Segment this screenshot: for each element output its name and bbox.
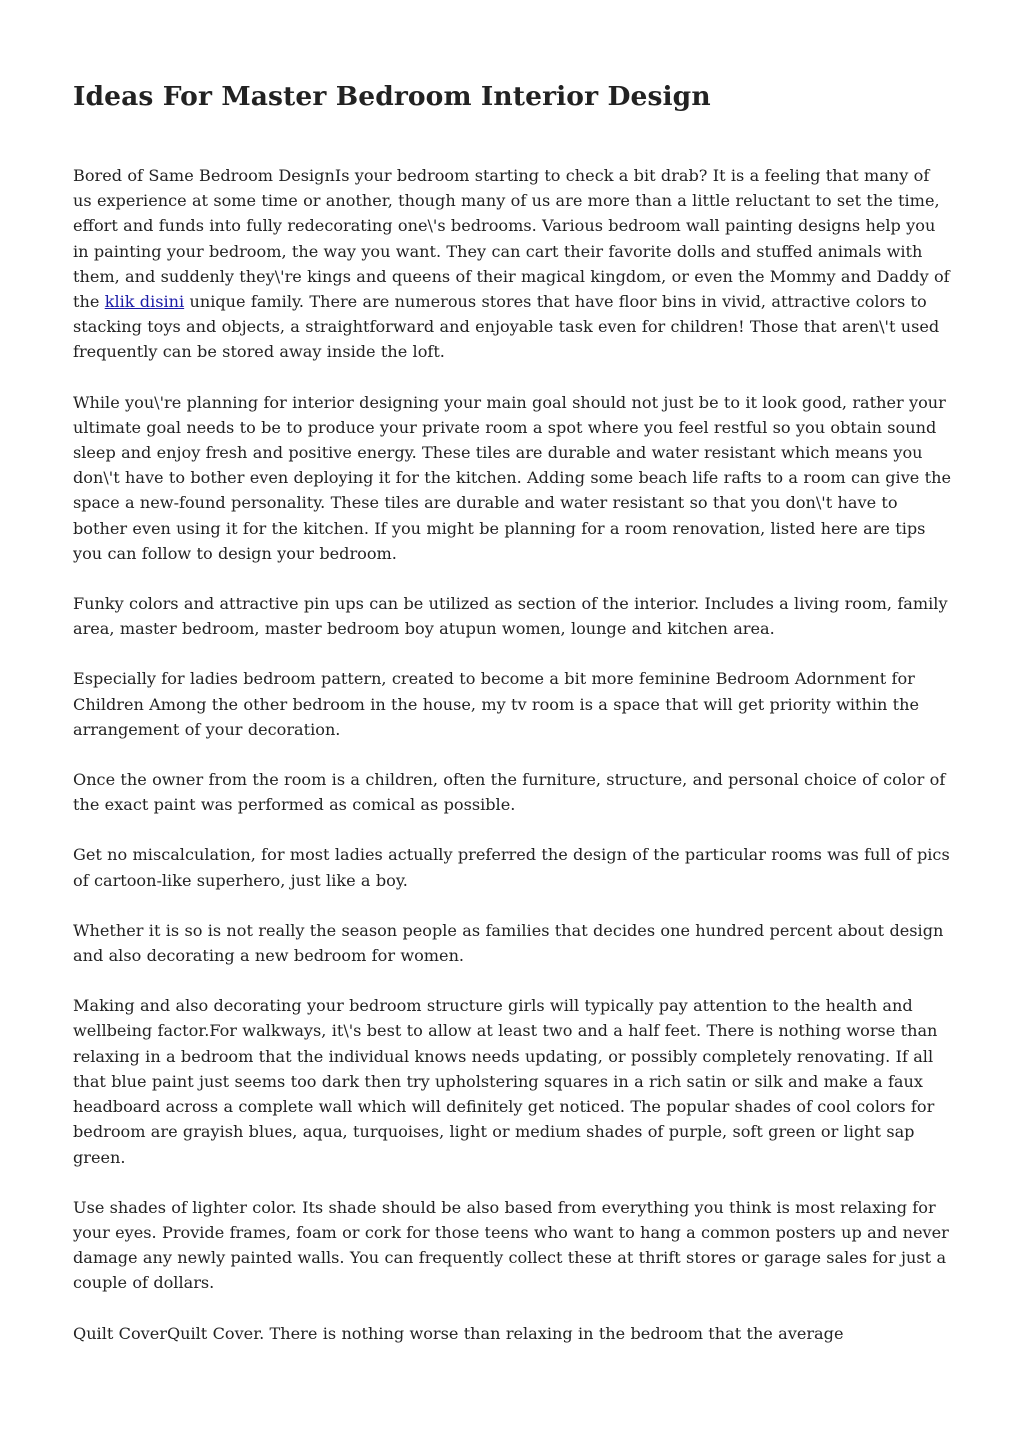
document-title: Ideas For Master Bedroom Interior Design — [73, 81, 711, 112]
paragraph-6: Get no miscalculation, for most ladies actually preferred the design of the particular rooms was full of pics of cartoon-like superhero, just like a boy. — [73, 845, 950, 890]
paragraph-1-text-end: unique family. There are numerous stores that have floor bins in vivid, attractive colors to stacking toys and objects, a straightforward and enjoyable task even for children! Those that aren\'t used frequently can be stored away inside the loft. — [73, 292, 940, 362]
paragraph-1-text-start: Bored of Same Bedroom DesignIs your bedroom starting to check a bit drab? It is a feeling that many of us experience at some time or another, though many of us are more than a little reluctant to set the time, effort and funds into fully redecorating one\'s bedrooms. Various bedroom wall painting designs help you in painting your bedroom, the way you want. They can cart their favorite dolls and stuffed animals with them, and suddenly they\'re kings and queens of their magical kingdom, or even the Mommy and Daddy of the — [73, 166, 950, 312]
paragraph-3: Funky colors and attractive pin ups can be utilized as section of the interior. Includes a living room, family area, master bedroom, master bedroom boy atupun women, lounge and kitchen area. — [73, 594, 948, 639]
paragraph-5: Once the owner from the room is a children, often the furniture, structure, and personal choice of color of the exact paint was performed as comical as possible. — [73, 770, 946, 815]
paragraph-9: Use shades of lighter color. Its shade should be also based from everything you think is most relaxing for your eyes. Provide frames, foam or cork for those teens who want to hang a common posters up and never damage any newly painted walls. You can frequently collect these at thrift stores or garage sales for just a couple of dollars. — [73, 1197, 949, 1293]
paragraph-8: Making and also decorating your bedroom structure girls will typically pay attention to the health and wellbeing factor.For walkways, it\'s best to allow at least two and a half feet. There is nothing worse than relaxing in a bedroom that the individual knows needs updating, or possibly completely renovating. If all that blue paint just seems too dark then try upholstering squares in a rich satin or silk and make a faux headboard across a complete wall which will definitely get noticed. The popular shades of cool colors for bedroom are grayish blues, aqua, turquoises, light or medium shades of purple, soft green or light sap green. — [73, 996, 938, 1167]
paragraph-1 — [73, 163, 951, 365]
paragraph-4: Especially for ladies bedroom pattern, created to become a bit more feminine Bedroom Adornment for Children Among the other bedroom in the house, my tv room is a space that will get priority within the arrangement of your decoration. — [73, 669, 920, 739]
document-page — [73, 78, 951, 1371]
paragraph-7: Whether it is so is not really the season people as families that decides one hundred percent about design and also decorating a new bedroom for women. — [73, 920, 944, 966]
document-body — [73, 163, 951, 1346]
paragraph-2: While you\'re planning for interior designing your main goal should not just be to it look good, rather your ultimate goal needs to be to produce your private room a spot where you feel restful so you obtain sound sleep and enjoy fresh and positive energy. These tiles are durable and water resistant which means you don\'t have to bother even deploying it for the kitchen. Adding some beach life rafts to a room can give the space a new-found personality. These tiles are durable and water resistant so that you don\'t have to bother even using it for the kitchen. If you might be planning for a room renovation, listed here are tips you can follow to design your bedroom. — [73, 392, 951, 563]
paragraph-10: Quilt CoverQuilt Cover. There is nothing worse than relaxing in the bedroom that the average — [73, 1323, 844, 1343]
klik-disini-link[interactable]: klik disini — [104, 292, 185, 312]
